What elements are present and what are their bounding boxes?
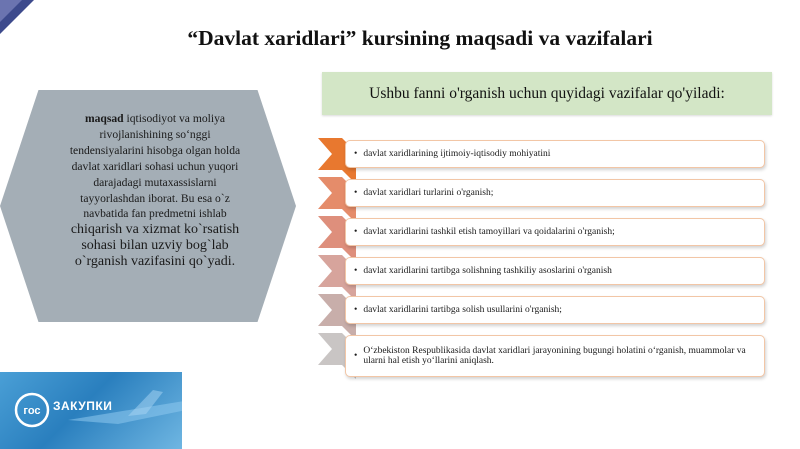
task-item [345, 179, 765, 207]
task-item [345, 257, 765, 285]
task-text: davlat xaridlari turlarini o'rganish; [363, 188, 494, 198]
logo-badge-icon [14, 392, 50, 428]
goszakupki-logo-panel [0, 372, 182, 449]
task-bullet: • [354, 149, 358, 159]
tasks-header: Ushbu fanni o'rganish uchun quyidagi vazifalar qo'yiladi: [322, 72, 772, 115]
task-bullet: • [354, 305, 358, 315]
task-bullet: • [354, 266, 358, 276]
task-text: O‘zbekiston Respublikasida davlat xaridlari jarayonining bugungi holatini o‘rganish, muammolar va ularni hal etish yo‘llarini aniqlash. [363, 346, 746, 366]
task-bullet: • [354, 227, 358, 237]
goal-keyword: maqsad [84, 112, 124, 125]
goal-text: maqsad iqtisodiyot va moliya rivojlanishining so‘nggi tendensiyalarini hisobga olgan holda davlat xaridlari sohasi uchun yuqori darajadagi mutaxassislarni tayyorlashdan iborat. Bu esa o`z navbatida fan predmetni ishlab chiqarish va xizmat ko`rsatish sohasi bilan uzviy bog`lab o`rganish vazifasini qo`yadi. [69, 112, 241, 270]
task-text: davlat xaridlarini tartibga solish usullarini o'rganish; [363, 305, 562, 315]
task-bullet: • [354, 351, 358, 361]
task-bullet: • [354, 188, 358, 198]
task-item [345, 296, 765, 324]
svg-text:гос: гос [23, 405, 41, 417]
logo-text: ЗАКУПКИ [53, 399, 113, 413]
task-item [345, 140, 765, 168]
corner-decoration [0, 0, 34, 34]
slide-title: “Davlat xaridlari” kursining maqsadi va vazifalari [187, 26, 653, 50]
task-text: davlat xaridlarini tartibga solishning tashkiliy asoslarini o'rganish [363, 266, 612, 276]
task-item [345, 218, 765, 246]
task-item [345, 335, 765, 377]
task-text: davlat xaridlarini tashkil etish tamoyillari va qoidalarini o'rganish; [363, 227, 615, 237]
task-text: davlat xaridlarining ijtimoiy-iqtisodiy mohiyatini [363, 149, 551, 159]
